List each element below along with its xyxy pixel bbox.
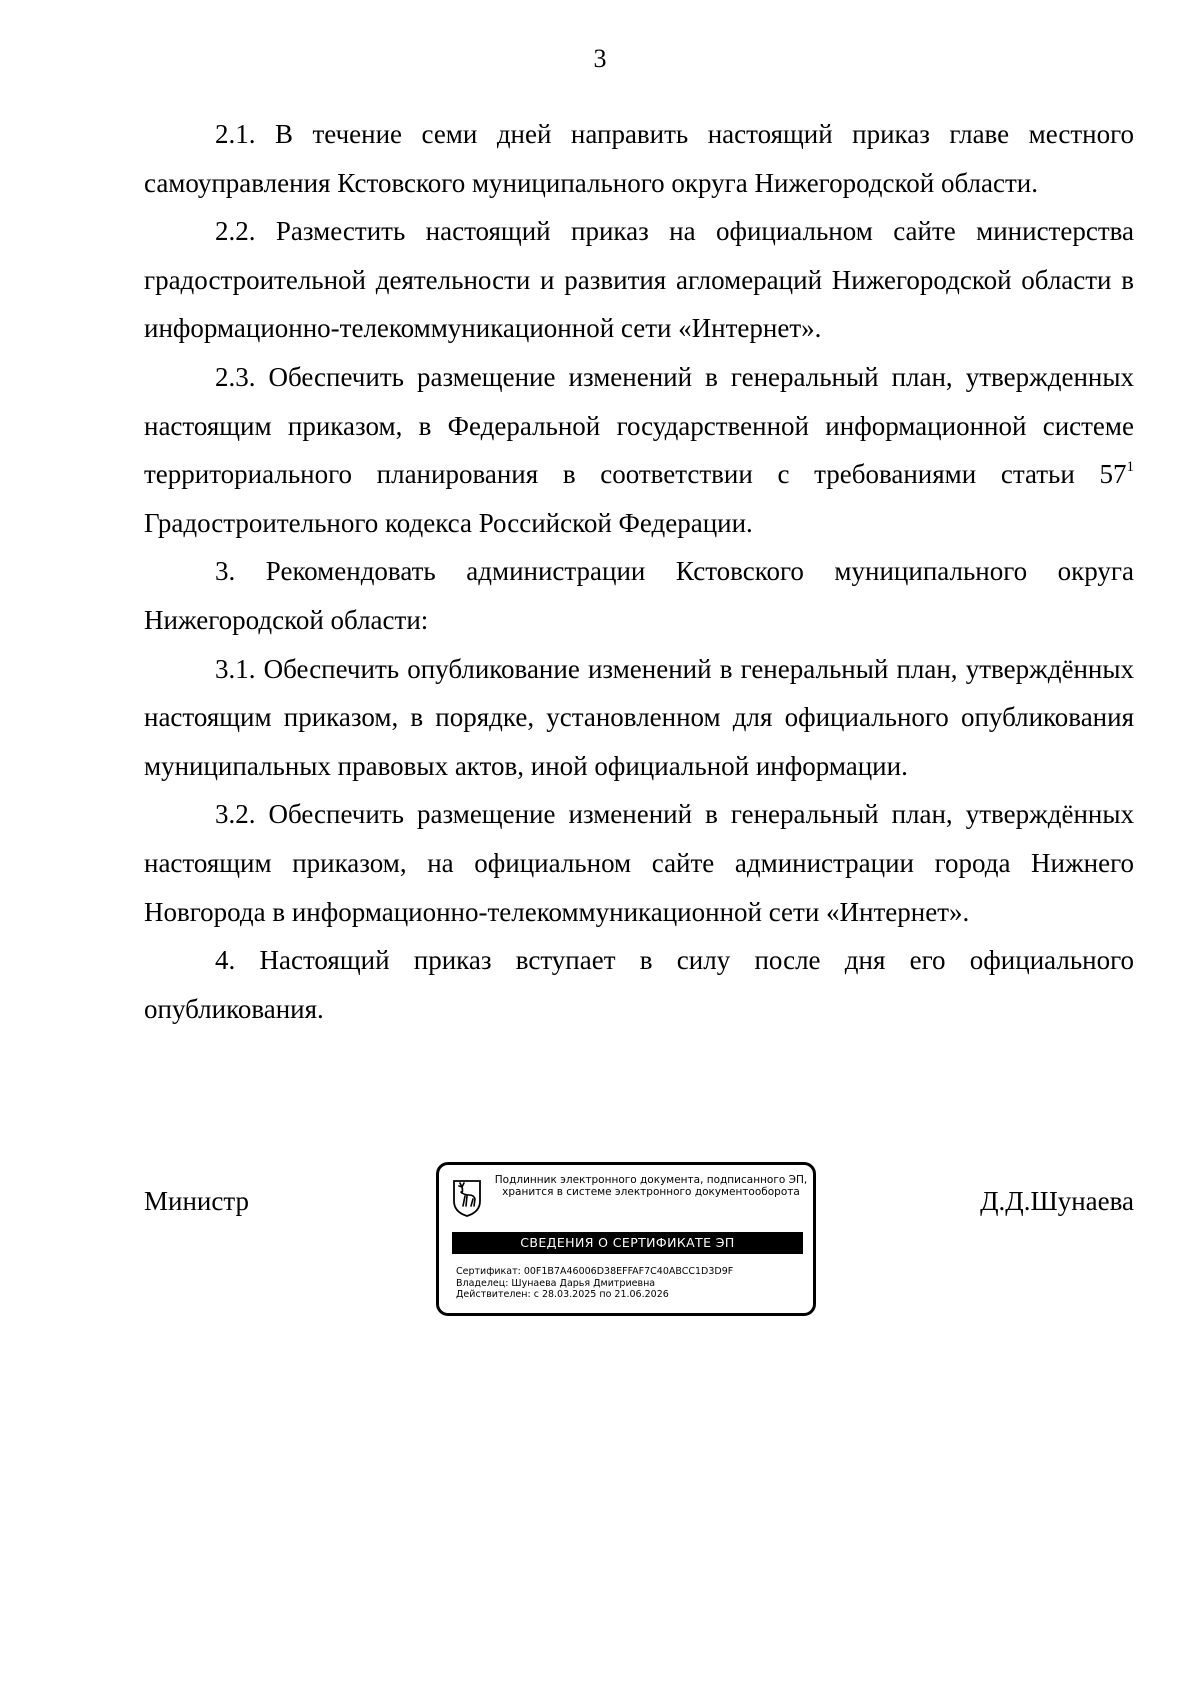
stamp-details	[456, 1266, 733, 1301]
electronic-signature-stamp	[436, 1162, 816, 1316]
stamp-certificate: Сертификат: 00F1B7A46006D38EFFAF7C40ABCC1D3D9F	[456, 1266, 734, 1277]
stamp-validity: Действителен: с 28.03.2025 по 21.06.2026	[456, 1289, 669, 1300]
paragraph-2-3-text: 2.3. Обеспечить размещение изменений в генеральный план, утвержденных настоящим приказом, в Федеральной государственной информационной системе территориального планирования в соответствии с требованиями статьи 57	[144, 361, 1134, 490]
signatory-position: Министр	[144, 1186, 249, 1216]
page-number: 3	[593, 44, 607, 73]
paragraph-3-1: 3.1. Обеспечить опубликование изменений в генеральный план, утверждённых настоящим приказом, в порядке, установленном для официального опубликования муниципальных правовых актов, иной официальной информации.	[144, 653, 1134, 781]
paragraph-2-1: 2.1. В течение семи дней направить настоящий приказ главе местного самоуправления Кстовского муниципального округа Нижегородской области.	[144, 119, 1134, 198]
document-body	[144, 110, 1134, 1033]
paragraph-4: 4. Настоящий приказ вступает в силу после дня его официального опубликования.	[144, 945, 1134, 1024]
stamp-note	[491, 1174, 811, 1198]
article-superscript: 1	[1126, 459, 1134, 476]
paragraph-2-3	[144, 353, 1134, 547]
stamp-header: СВЕДЕНИЯ О СЕРТИФИКАТЕ ЭП	[452, 1232, 803, 1254]
signatory-name: Д.Д.Шунаева	[980, 1186, 1134, 1216]
paragraph-3-2: 3.2. Обеспечить размещение изменений в генеральный план, утверждённых настоящим приказом, на официальном сайте администрации города Нижнего Новгорода в информационно-телекоммуникационной сети «Интернет».	[144, 799, 1134, 927]
paragraph-2-3-tail: Градостроительного кодекса Российской Федерации.	[144, 507, 753, 538]
stamp-note-line-2: хранится в системе электронного документооборота	[502, 1186, 800, 1198]
stamp-note-line-1: Подлинник электронного документа, подписанного ЭП,	[494, 1174, 808, 1186]
deer-emblem-icon	[452, 1179, 482, 1217]
stamp-owner: Владелец: Шунаева Дарья Дмитриевна	[456, 1277, 656, 1289]
paragraph-3: 3. Рекомендовать администрации Кстовского муниципального округа Нижегородской области:	[144, 556, 1134, 635]
paragraph-2-2: 2.2. Разместить настоящий приказ на официальном сайте министерства градостроительной деятельности и развития агломераций Нижегородской области в информационно-телекоммуникационной сети «Интернет».	[144, 216, 1134, 344]
